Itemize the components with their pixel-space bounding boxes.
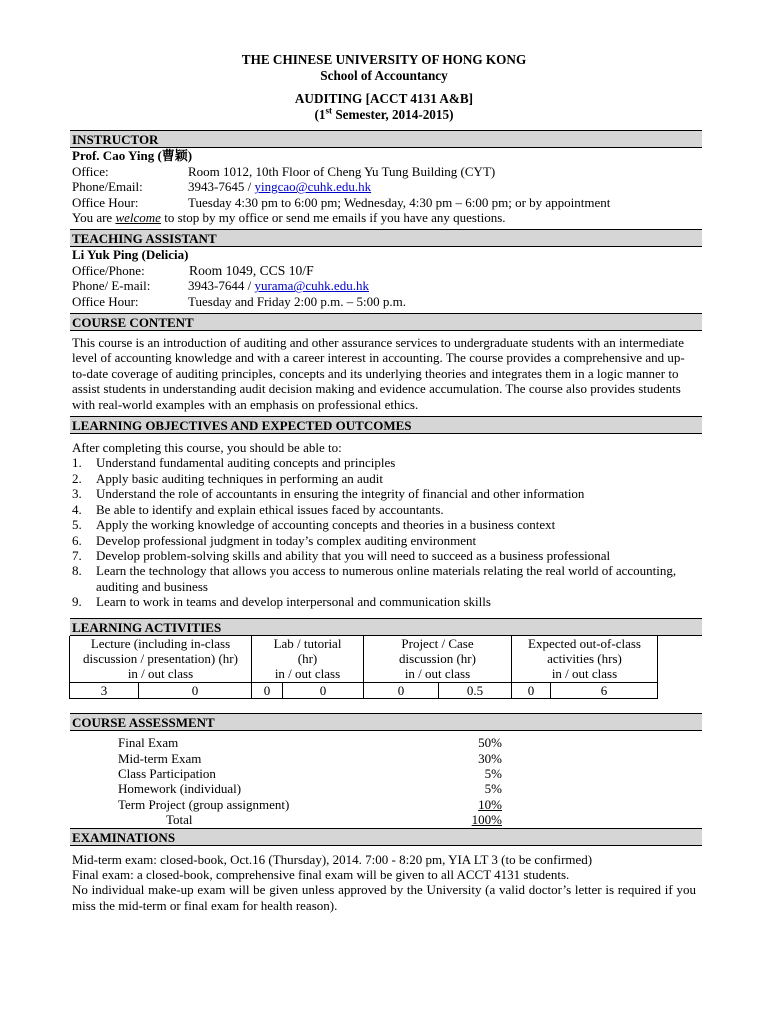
instructor-note: You are welcome to stop by my office or send me emails if you have any questions. <box>72 210 506 225</box>
ta-email-link[interactable]: yurama@cuhk.edu.hk <box>254 278 369 294</box>
list-item: 9. Learn to work in teams and develop interpersonal and communication skills <box>72 594 491 610</box>
list-item: Class Participation 5% <box>118 765 502 781</box>
list-item: 5. Apply the working knowledge of accounting concepts and theories in a business context <box>72 517 556 533</box>
table-cell: 6 <box>551 682 658 698</box>
school-title: School of Accountancy <box>320 67 448 83</box>
table-header-row <box>70 636 658 683</box>
list-item: 3. Understand the role of accountants in ensuring the integrity of financial and other information <box>72 486 585 502</box>
table-header-cell: Expected out-of-class activities (hrs) in / out class <box>512 636 658 683</box>
objectives-intro: After completing this course, you should be able to: <box>72 440 342 456</box>
instructor-email-link[interactable]: yingcao@cuhk.edu.hk <box>254 179 372 195</box>
instructor-phone-row <box>72 179 696 194</box>
table-header-cell: Lecture (including in-class discussion / presentation) (hr) in / out class <box>70 636 252 683</box>
instructor-phone-label: Phone/Email: <box>72 179 143 195</box>
list-item: Final Exam 50% <box>118 735 502 751</box>
table-cell: 0.5 <box>439 682 512 698</box>
instructor-office-label: Office: <box>72 163 109 179</box>
ta-hours-label: Office Hour: <box>72 293 139 309</box>
list-item: 1. Understand fundamental auditing concepts and principles <box>72 455 396 471</box>
ta-hours-row <box>72 294 696 309</box>
instructor-section-header: INSTRUCTOR <box>70 130 702 148</box>
assessment-section-header: COURSE ASSESSMENT <box>70 713 702 731</box>
table-cell: 0 <box>364 682 439 698</box>
exam-line-final: Final exam: a closed-book, comprehensive final exam will be given to all ACCT 4131 students. <box>72 867 570 882</box>
objectives-section-header: LEARNING OBJECTIVES AND EXPECTED OUTCOMES <box>70 416 702 434</box>
activities-section-header: LEARNING ACTIVITIES <box>70 618 702 636</box>
assessment-list <box>118 735 502 827</box>
instructor-hours-label: Office Hour: <box>72 194 139 210</box>
ta-hours: Tuesday and Friday 2:00 p.m. – 5:00 p.m. <box>188 293 406 309</box>
ta-office-row <box>72 263 696 278</box>
ta-office-label: Office/Phone: <box>72 262 145 278</box>
course-content-text: This course is an introduction of auditing and other assurance services to undergraduate students with an intermediate level of accounting knowledge and with a career interest in accounting. The course provides a comprehensive and up-to-date coverage of auditing principles, concepts and its underlying theories and integrates them in a logic manner to assist students in understanding audit decision making and evidence accumulation. The course also provides students with real-world examples with an emphasis on professional ethics. <box>72 335 685 412</box>
table-cell: 0 <box>512 682 551 698</box>
table-cell: 0 <box>252 682 283 698</box>
list-item: Term Project (group assignment) 10% <box>118 796 502 812</box>
semester-line: (1st Semester, 2014-2015) <box>314 105 454 122</box>
assessment-total-row: Total 100% <box>166 812 502 828</box>
list-item: Mid-term Exam 30% <box>118 750 502 766</box>
instructor-office: Room 1012, 10th Floor of Cheng Yu Tung Building (CYT) <box>188 163 496 179</box>
welcome-word: welcome <box>115 210 161 225</box>
instructor-name: Prof. Cao Ying (曹颖) <box>72 148 193 164</box>
table-row <box>70 682 658 698</box>
ta-name: Li Yuk Ping (Delicia) <box>72 247 189 263</box>
instructor-hours-row <box>72 195 696 210</box>
table-cell: 3 <box>70 682 139 698</box>
exam-line-makeup: No individual make-up exam will be given unless approved by the University (a valid doctor’s letter is required if you miss the mid-term or final exam for health reason). <box>72 882 696 913</box>
list-item: 8. Learn the technology that allows you access to numerous online materials relating the real world of accounting, auditing and business <box>72 563 677 594</box>
instructor-hours: Tuesday 4:30 pm to 6:00 pm; Wednesday, 4:30 pm – 6:00 pm; or by appointment <box>188 194 611 210</box>
university-title: THE CHINESE UNIVERSITY OF HONG KONG <box>241 52 527 67</box>
table-header-cell: Project / Case discussion (hr) in / out class <box>364 636 512 683</box>
list-item: 2. Apply basic auditing techniques in performing an audit <box>72 470 384 486</box>
content-section-header: COURSE CONTENT <box>70 313 702 331</box>
ta-section-header: TEACHING ASSISTANT <box>70 229 702 247</box>
list-item: 7. Develop problem-solving skills and ability that you will need to succeed as a business professional <box>72 547 611 563</box>
syllabus-page <box>72 52 696 913</box>
objectives-list <box>72 455 696 609</box>
list-item: Homework (individual) 5% <box>118 781 502 797</box>
list-item: 4. Be able to identify and explain ethical issues faced by accountants. <box>72 501 444 517</box>
instructor-office-row <box>72 164 696 179</box>
course-title: AUDITING [ACCT 4131 A&B] <box>294 91 474 107</box>
table-cell: 0 <box>139 682 252 698</box>
ta-office: Room 1049, CCS 10/F <box>189 262 314 278</box>
activities-table <box>69 636 658 700</box>
table-cell: 0 <box>283 682 364 698</box>
exam-line-midterm: Mid-term exam: closed-book, Oct.16 (Thursday), 2014. 7:00 - 8:20 pm, YIA LT 3 (to be confirmed) <box>72 851 593 867</box>
table-header-cell: Lab / tutorial (hr) in / out class <box>252 636 364 683</box>
exams-section-header: EXAMINATIONS <box>70 828 702 846</box>
instructor-phone: 3943-7645 / <box>188 179 255 195</box>
ta-phone-row <box>72 278 696 293</box>
ta-phone: 3943-7644 / <box>188 278 255 294</box>
list-item: 6. Develop professional judgment in today’s complex auditing environment <box>72 532 477 548</box>
ta-phone-label: Phone/ E-mail: <box>72 278 151 294</box>
